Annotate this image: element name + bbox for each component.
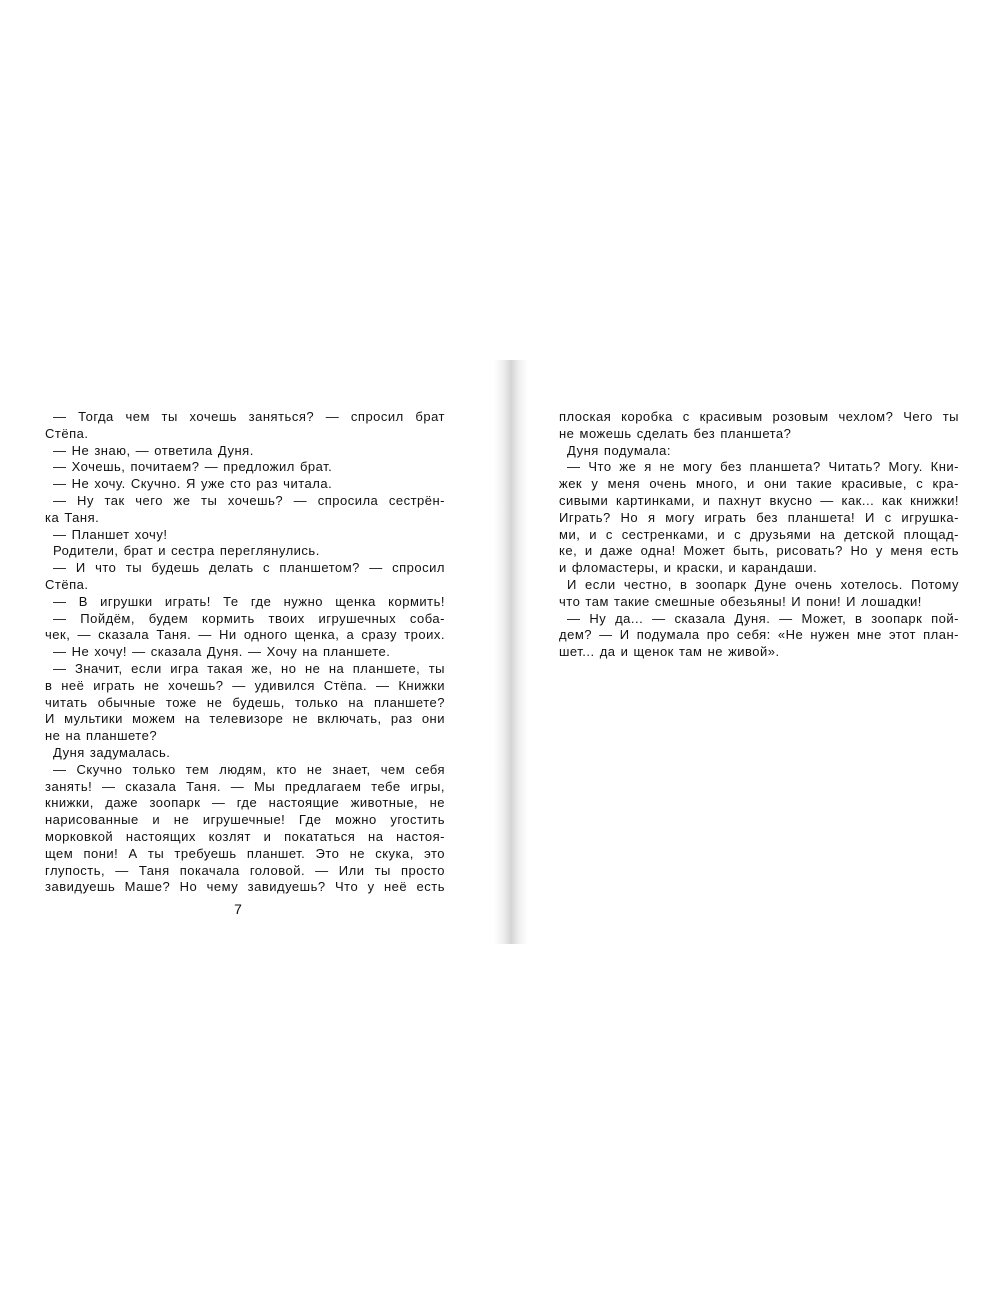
text-line: Дуня подумала: [567,442,671,458]
text-line: Стёпа. [45,576,89,592]
text-line: морковкой настоящих козлят и покататься на настоя- [45,828,445,844]
text-line: читать обычные тоже не будешь, только на планшете? [45,694,445,710]
text-line: сивыми картинками, и пахнут вкусно — как... как книжки! [559,492,959,508]
text-line: чек, — сказала Таня. — Ни одного щенка, а сразу троих. [45,627,445,643]
text-line: Стёпа. [45,425,89,441]
text-line: — Планшет хочу! [53,526,168,542]
book-gutter-shadow [494,360,528,944]
text-line: — Хочешь, почитаем? — предложил брат. [53,459,333,475]
text-line: — Ну да... — сказала Дуня. — Может, в зоопарк пой- [567,610,959,626]
text-line: — Не хочу! — сказала Дуня. — Хочу на планшете. [53,644,391,660]
text-line: глупость, — Таня покачала головой. — Или ты просто [45,862,445,878]
text-line: ми, и с сестренками, и с друзьями на детской площад- [559,526,959,542]
text-line: ка Таня. [45,509,100,525]
text-line: Дуня задумалась. [53,744,171,760]
text-line: Играть? Но я могу играть без планшета! И с игрушка- [559,509,959,525]
text-line: плоская коробка с красивым розовым чехлом? Чего ты [559,409,959,424]
text-line: не можешь сделать без планшета? [559,425,792,441]
text-line: завидуешь Маше? Но чему завидуешь? Что у неё есть [45,879,445,895]
text-line: — Что же я не могу без планшета? Читать? Могу. Кни- [567,459,959,475]
text-line: — Значит, если игра такая же, но не на планшете, ты [53,660,445,676]
text-line: — Скучно только тем людям, кто не знает, чем себя [53,761,445,777]
text-line: дем? — И подумала про себя: «Не нужен мне этот план- [559,627,959,643]
text-line: — Пойдём, будем кормить твоих игрушечных соба- [53,610,445,626]
left-page-text [45,409,445,896]
text-line: жек у меня очень много, и они такие красивые, с кра- [559,476,959,492]
text-line: И если честно, в зоопарк Дуне очень хотелось. Потому [567,576,959,592]
text-line: шет... да и щенок там не живой». [559,644,780,660]
text-line: — В игрушки играть! Те где нужно щенка кормить! [53,593,445,609]
text-line: и фломастеры, и краски, и карандаши. [559,560,818,576]
text-line: книжки, даже зоопарк — где настоящие животные, не [45,795,445,811]
text-line: занять! — сказала Таня. — Мы предлагаем тебе игры, [45,778,445,794]
text-line: что там такие смешные обезьяны! И пони! И лошадки! [559,593,922,609]
text-line: — Тогда чем ты хочешь заняться? — спросил брат [53,409,445,424]
text-line: Родители, брат и сестра переглянулись. [53,543,320,559]
text-line: — Ну так чего же ты хочешь? — спросила сестрён- [53,492,445,508]
text-line: ке, и даже одна! Может быть, рисовать? Но у меня есть [559,543,959,559]
text-line: щем пони! А ты требуешь планшет. Это не скука, это [45,845,445,861]
text-line: — Не знаю, — ответила Дуня. [53,442,254,458]
text-line: нарисованные и не игрушечные! Где можно угостить [45,812,445,828]
right-page-text [559,409,959,661]
text-line: И мультики можем на телевизоре не включать, раз они [45,711,445,727]
text-line: в неё играть не хочешь? — удивился Стёпа. — Книжки [45,677,445,693]
text-line: — Не хочу. Скучно. Я уже сто раз читала. [53,476,333,492]
text-line: — И что ты будешь делать с планшетом? — спросил [53,560,445,576]
text-line: не на планшете? [45,728,158,744]
page-number: 7 [234,901,242,917]
